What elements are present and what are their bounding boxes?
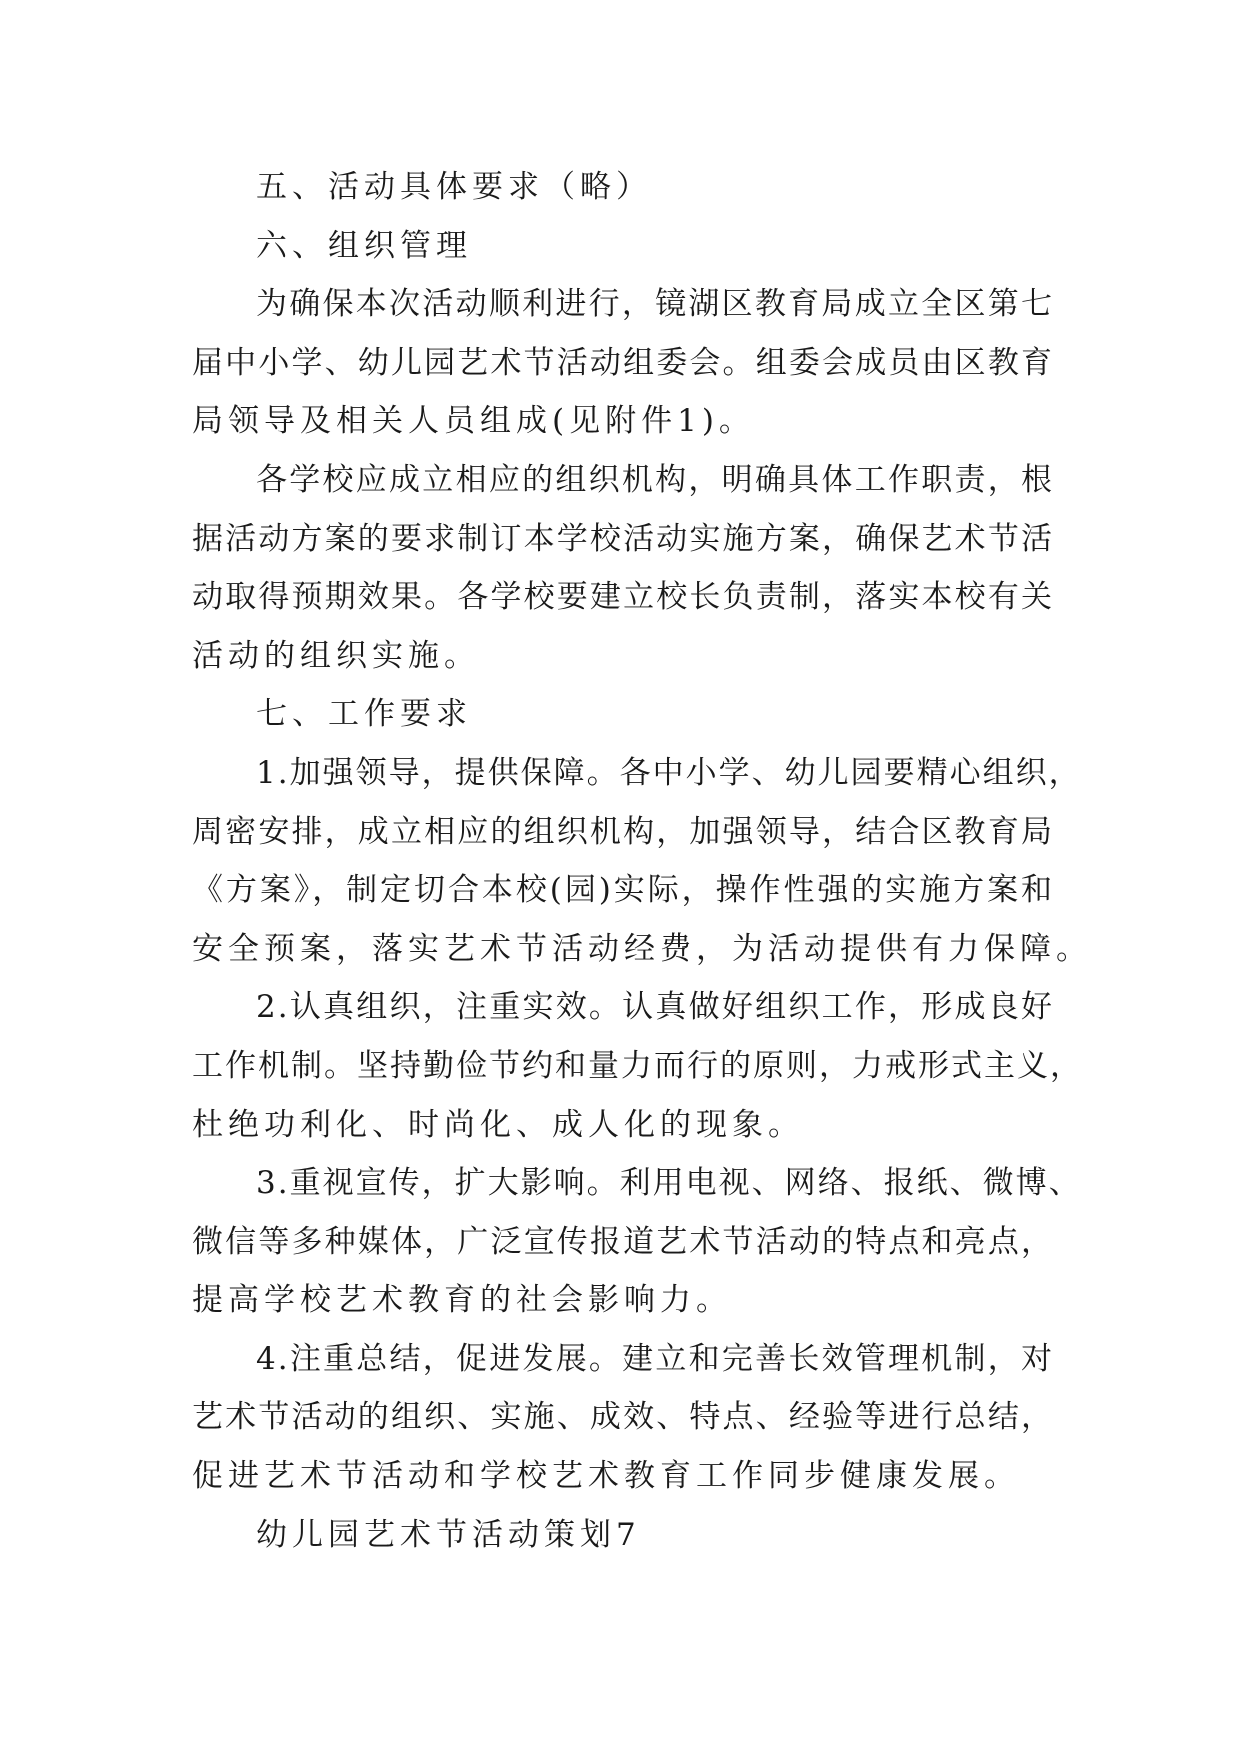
paragraph-line: 4.注重总结，促进发展。建立和完善长效管理机制，对: [256, 1340, 1054, 1377]
paragraph-line: 《方案》，制定切合本校(园)实际，操作性强的实施方案和: [192, 872, 1054, 909]
paragraph-line: 促进艺术节活动和学校艺术教育工作同步健康发展。: [192, 1458, 1020, 1495]
paragraph-line: 安全预案，落实艺术节活动经费，为活动提供有力保障。: [192, 930, 1092, 967]
section-heading-5: 五、活动具体要求（略）: [256, 169, 652, 205]
paragraph-line: 届中小学、幼儿园艺术节活动组委会。组委会成员由区教育: [192, 344, 1054, 381]
paragraph-line: 动取得预期效果。各学校要建立校长负责制，落实本校有关: [192, 579, 1054, 616]
paragraph-line: 据活动方案的要求制订本学校活动实施方案，确保艺术节活: [192, 520, 1054, 557]
paragraph-line: 杜绝功利化、时尚化、成人化的现象。: [192, 1106, 804, 1143]
paragraph-line: 各学校应成立相应的组织机构，明确具体工作职责，根: [256, 461, 1054, 498]
paragraph-line: 2.认真组织，注重实效。认真做好组织工作，形成良好: [256, 989, 1054, 1026]
paragraph-line: 活动的组织实施。: [192, 637, 480, 674]
section-title: 幼儿园艺术节活动策划7: [256, 1516, 641, 1553]
section-heading-6: 六、组织管理: [256, 227, 472, 264]
paragraph-line: 提高学校艺术教育的社会影响力。: [192, 1282, 732, 1319]
paragraph-line: 1.加强领导，提供保障。各中小学、幼儿园要精心组织，: [256, 754, 1082, 791]
paragraph-line: 周密安排，成立相应的组织机构，加强领导，结合区教育局: [192, 813, 1054, 850]
section-heading-7: 七、工作要求: [256, 696, 472, 733]
paragraph-line: 微信等多种媒体，广泛宣传报道艺术节活动的特点和亮点，: [192, 1223, 1054, 1260]
paragraph-line: 为确保本次活动顺利进行，镜湖区教育局成立全区第七: [256, 286, 1054, 323]
document-body: [192, 158, 1092, 1564]
paragraph-line: 艺术节活动的组织、实施、成效、特点、经验等进行总结，: [192, 1399, 1054, 1436]
paragraph-line: 工作机制。坚持勤俭节约和量力而行的原则，力戒形式主义，: [192, 1047, 1083, 1084]
paragraph-line: 局领导及相关人员组成(见附件1)。: [192, 403, 755, 440]
paragraph-line: 3.重视宣传，扩大影响。利用电视、网络、报纸、微博、: [256, 1165, 1082, 1202]
